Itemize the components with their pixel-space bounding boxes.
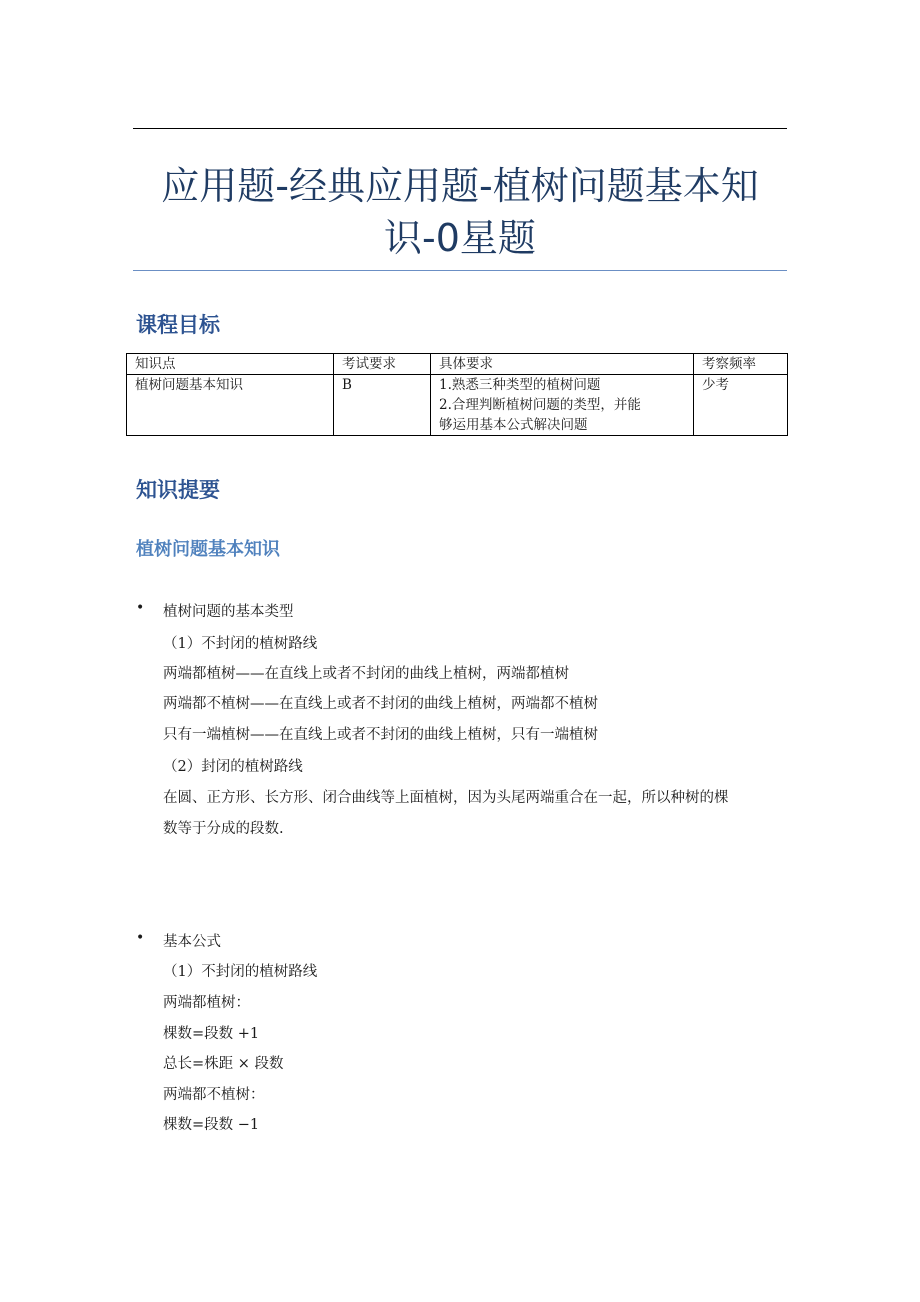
formulas-line-1: （1）不封闭的植树路线: [163, 964, 318, 980]
bullet-icon: •: [136, 600, 145, 616]
title-line-2: 识-0星题: [384, 216, 536, 260]
summary-subheading: 植树问题基本知识: [136, 539, 280, 560]
types-line-4: 只有一端植树——在直线上或者不封闭的曲线上植树，只有一端植树: [163, 727, 598, 743]
formulas-line-5: 两端都不植树：: [163, 1087, 265, 1103]
formulas-line-6: 棵数=段数 −1: [163, 1117, 260, 1133]
title-line-1: 应用题-经典应用题-植树问题基本知: [161, 164, 759, 208]
types-line-1: （1）不封闭的植树路线: [163, 636, 318, 652]
table-header-row: [127, 354, 788, 375]
table-cell-level: B: [334, 375, 431, 436]
title-rule: [133, 270, 787, 271]
formulas-line-2: 两端都植树：: [163, 995, 250, 1011]
formulas-line-4: 总长=株距 × 段数: [163, 1056, 284, 1072]
formulas-bullet: 基本公式: [163, 934, 221, 950]
requirement-2a: 2.合理判断植树问题的类型，并能: [439, 397, 641, 413]
types-line-7: 数等于分成的段数.: [163, 821, 284, 837]
formulas-line-3: 棵数=段数 +1: [163, 1026, 260, 1042]
goals-heading: 课程目标: [136, 313, 220, 337]
summary-heading: 知识提要: [136, 478, 220, 502]
types-line-6: 在圆、正方形、长方形、闭合曲线等上面植树，因为头尾两端重合在一起，所以种树的棵: [163, 790, 729, 806]
table-header-cell: 知识点: [127, 354, 334, 375]
requirement-1: 1.熟悉三种类型的植树问题: [439, 377, 601, 393]
table-row: [127, 375, 788, 436]
types-line-2: 两端都植树——在直线上或者不封闭的曲线上植树，两端都植树: [163, 666, 569, 682]
goals-table: [126, 353, 788, 436]
table-header-cell: 考试要求: [334, 354, 431, 375]
table-cell-requirements: [431, 375, 694, 436]
table-header-cell: 考察频率: [694, 354, 788, 375]
types-line-3: 两端都不植树——在直线上或者不封闭的曲线上植树，两端都不植树: [163, 696, 598, 712]
table-header-cell: 具体要求: [431, 354, 694, 375]
page-title: [133, 160, 787, 264]
top-rule: [133, 128, 787, 129]
bullet-icon: •: [136, 930, 145, 946]
requirement-2b: 够运用基本公式解决问题: [439, 417, 588, 433]
table-cell-point: 植树问题基本知识: [127, 375, 334, 436]
table-cell-frequency: 少考: [694, 375, 788, 436]
types-line-5: （2）封闭的植树路线: [163, 759, 303, 775]
types-bullet: 植树问题的基本类型: [163, 604, 294, 620]
